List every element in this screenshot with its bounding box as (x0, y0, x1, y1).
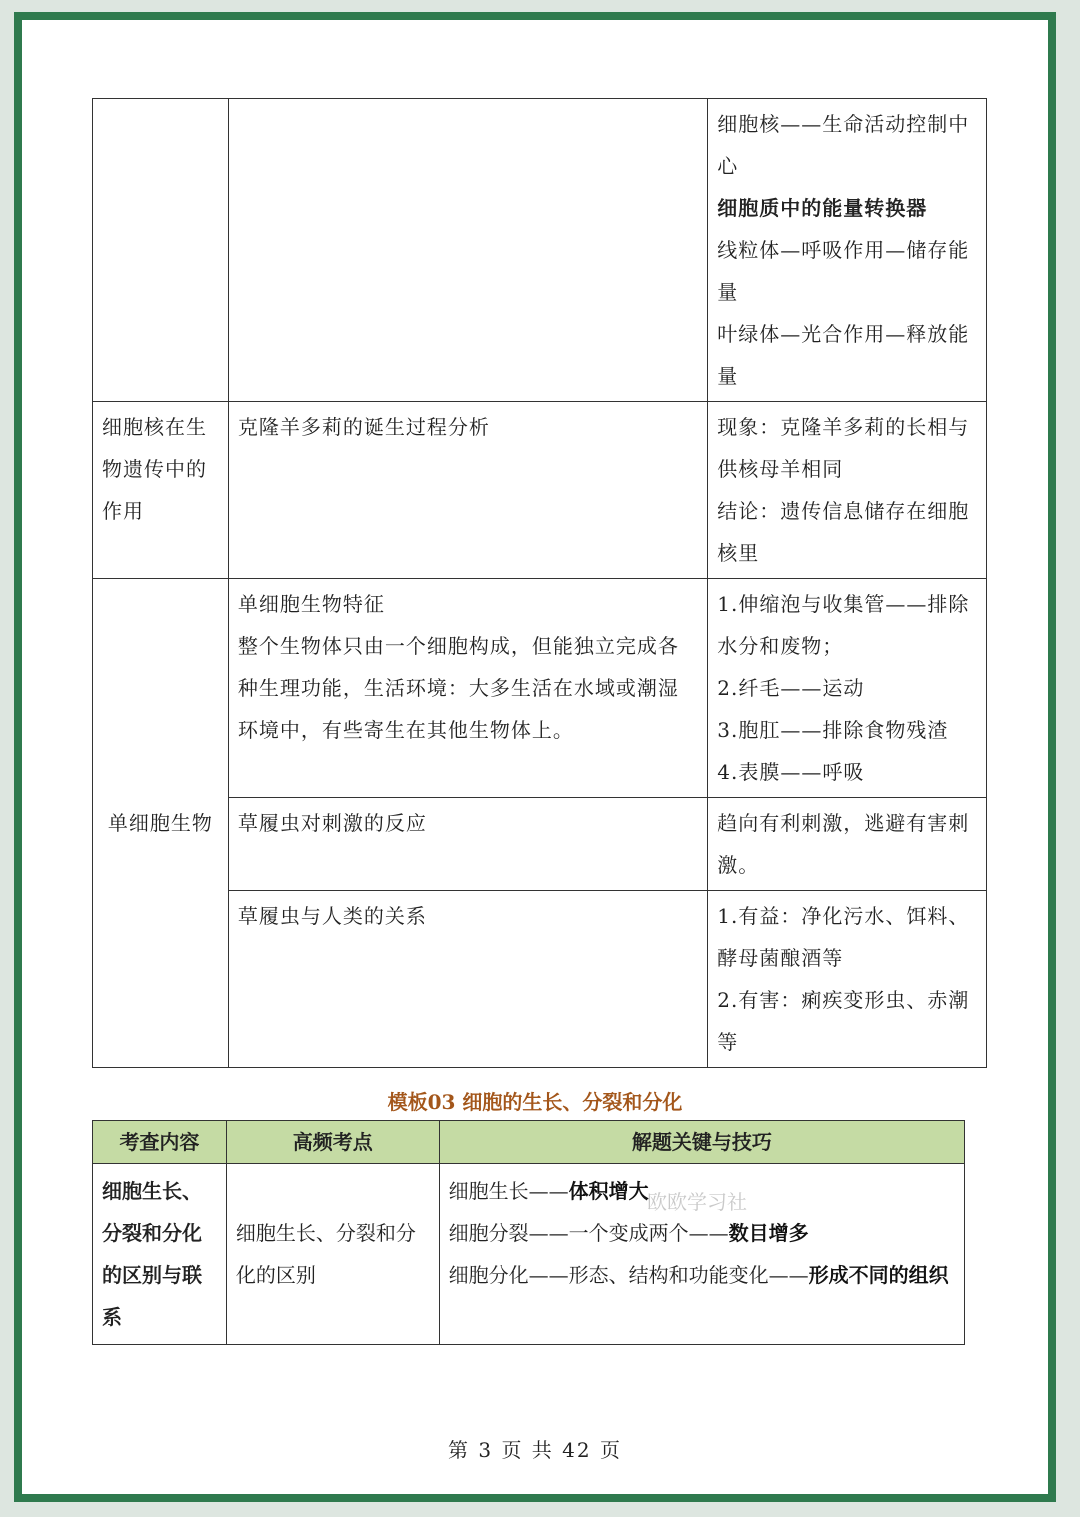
row1-col2 (228, 99, 707, 402)
row2-col1: 细胞核在生物遗传中的作用 (93, 402, 229, 579)
row2-col3 (708, 402, 987, 579)
page-footer: 第 3 页 共 42 页 (448, 1438, 622, 1462)
row3-line: 1.伸缩泡与收集管——排除水分和废物； (717, 592, 970, 658)
row3-col3 (708, 579, 987, 798)
row2-line: 结论：遗传信息储存在细胞核里 (717, 499, 970, 565)
tip-emphasis: 体积增大 (568, 1179, 649, 1203)
row1-col3 (708, 99, 987, 402)
row1-line: 细胞核——生命活动控制中心 (717, 112, 970, 178)
row4-col2: 草履虫对刺激的反应 (228, 798, 707, 891)
row3-line: 2.纤毛——运动 (717, 676, 865, 700)
tip-line (449, 1212, 955, 1254)
header-cell: 高频考点 (226, 1121, 439, 1164)
header-cell: 解题关键与技巧 (439, 1121, 964, 1164)
cell-structure-table (92, 98, 987, 1068)
row-col1: 细胞生长、分裂和分化的区别与联系 (93, 1164, 227, 1345)
row5-col3 (708, 891, 987, 1068)
row2-col2: 克隆羊多莉的诞生过程分析 (228, 402, 707, 579)
table-row (93, 402, 987, 579)
section-title: 模板03 细胞的生长、分裂和分化 (387, 1090, 683, 1114)
row4-col3: 趋向有利刺激，逃避有害刺激。 (708, 798, 987, 891)
row-col2: 细胞生长、分裂和分化的区别 (226, 1164, 439, 1345)
row1-line: 线粒体—呼吸作用—储存能量 (717, 238, 970, 304)
tip-text: 细胞生长—— (448, 1179, 569, 1203)
row5-line: 2.有害：痢疾变形虫、赤潮等 (717, 988, 970, 1054)
table-row (93, 1164, 965, 1345)
tip-emphasis: 形成不同的组织 (808, 1263, 949, 1287)
row1-line-bold: 细胞质中的能量转换器 (717, 196, 928, 220)
page-frame (14, 12, 1056, 1502)
tip-text: 细胞分化——形态、结构和功能变化—— (448, 1263, 809, 1287)
row3-col2 (228, 579, 707, 798)
row2-line: 现象：克隆羊多莉的长相与供核母羊相同 (717, 415, 970, 481)
watermark: 欧欧学习社 (647, 1190, 747, 1214)
growth-division-table (92, 1120, 965, 1345)
row3-line: 4.表膜——呼吸 (717, 760, 865, 784)
table-row (93, 579, 987, 798)
tip-line (449, 1254, 955, 1296)
row5-col2: 草履虫与人类的关系 (228, 891, 707, 1068)
tip-emphasis: 数目增多 (728, 1221, 809, 1245)
row3-line: 整个生物体只由一个细胞构成，但能独立完成各种生理功能，生活环境：大多生活在水域或潮湿环境中，有些寄生在其他生物体上。 (237, 634, 679, 742)
row1-col1 (93, 99, 229, 402)
tip-text: 细胞分裂——一个变成两个—— (448, 1221, 729, 1245)
table-row (93, 99, 987, 402)
row3-line: 单细胞生物特征 (237, 592, 385, 616)
table-header-row (93, 1121, 965, 1164)
group-label-single-cell: 单细胞生物 (93, 579, 229, 1068)
header-cell: 考查内容 (93, 1121, 227, 1164)
row1-line: 叶绿体—光合作用—释放能量 (717, 322, 970, 388)
row3-line: 3.胞肛——排除食物残渣 (717, 718, 949, 742)
row5-line: 1.有益：净化污水、饵料、酵母菌酿酒等 (717, 904, 970, 970)
